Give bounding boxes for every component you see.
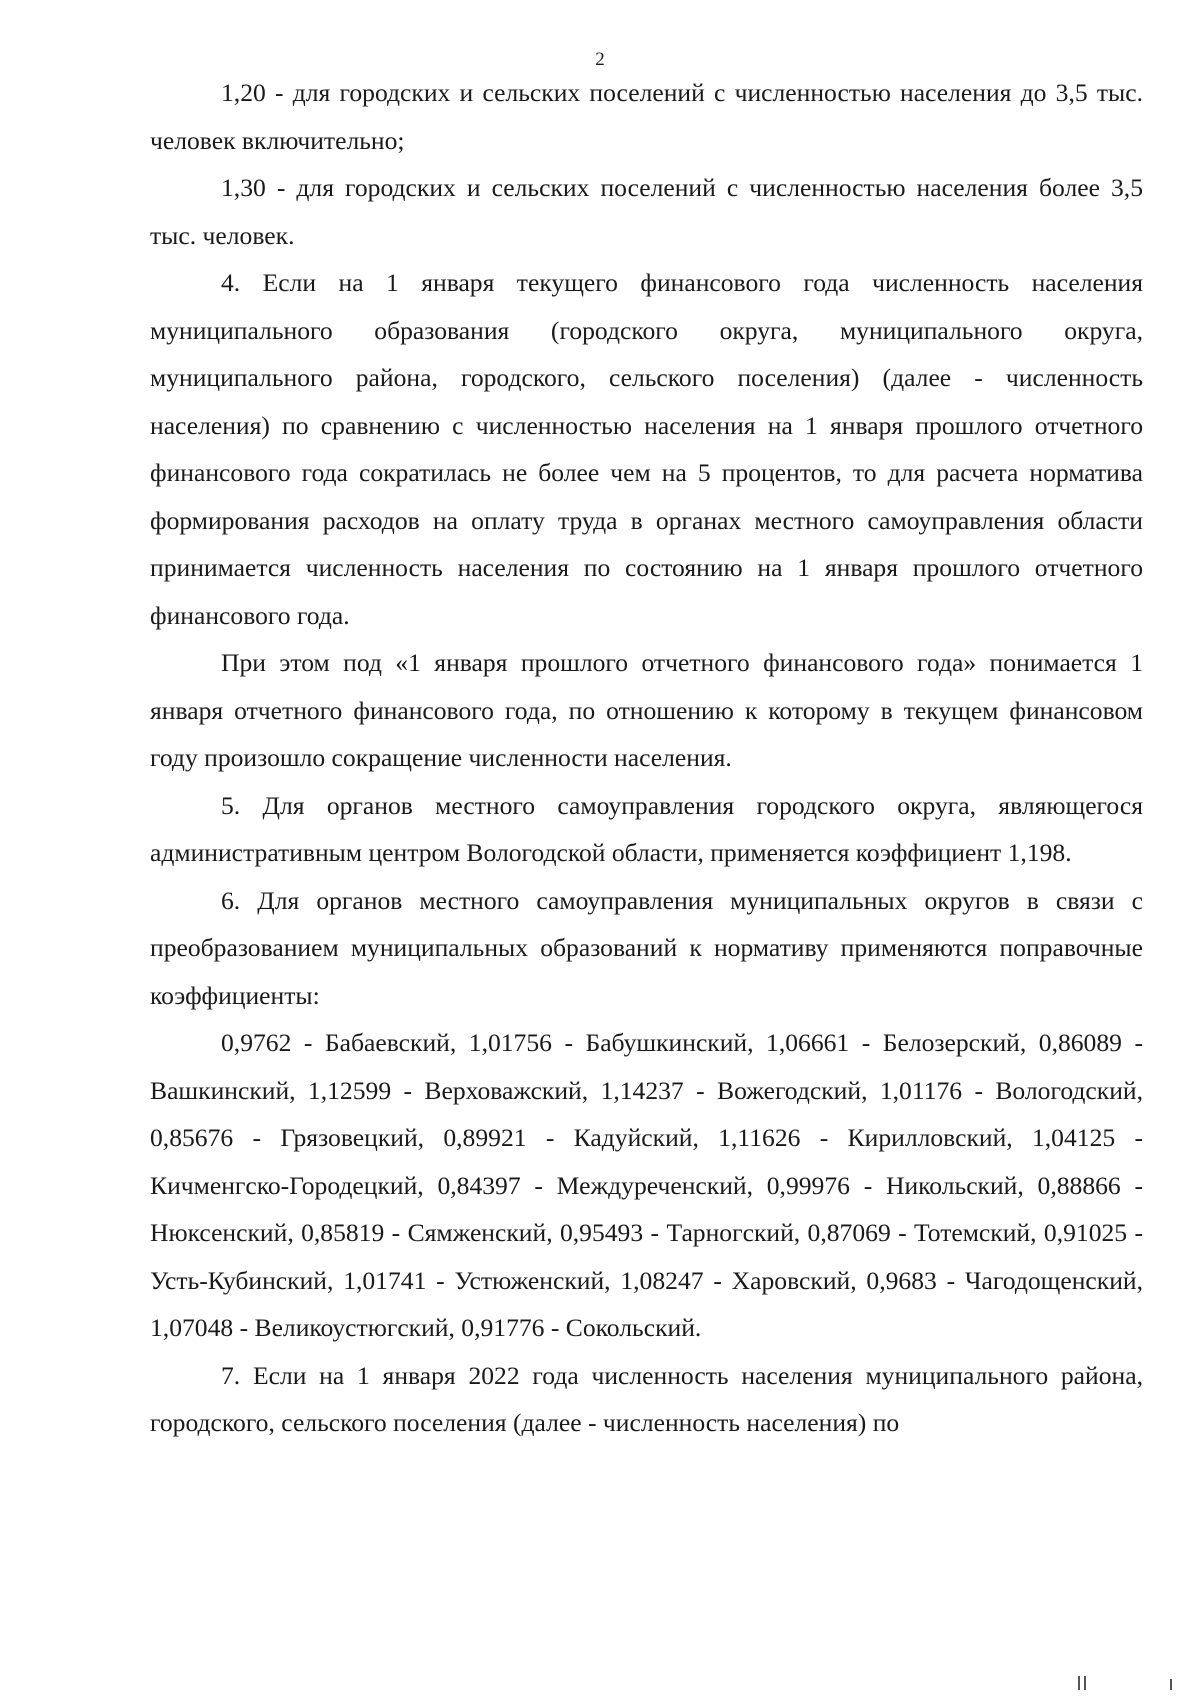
- scan-mark: [1170, 1679, 1172, 1690]
- page-number: 2: [595, 49, 605, 70]
- paragraph-coefficient-1-20: 1,20 - для городских и сельских поселений с численностью населения до 3,5 тыс. человек включительно;: [150, 78, 1143, 155]
- scan-mark: [1084, 1676, 1086, 1690]
- paragraph-coefficient-1-30: 1,30 - для городских и сельских поселений с численностью населения более 3,5 тыс. человек.: [150, 173, 1143, 250]
- paragraph-item-4-note: При этом под «1 января прошлого отчетного финансового года» понимается 1 января отчетного финансового года, по отношению к которому в текущем финансовом году произошло сокращение численности населения.: [150, 648, 1143, 772]
- paragraph-item-4: 4. Если на 1 января текущего финансового года численность населения муниципального образования (городского округа, муниципального округа, муниципального района, городского, сельского поселения) (далее - численность населения) по сравнению с численностью населения на 1 января прошлого отчетного финансового года сократилась не более чем на 5 процентов, то для расчета норматива формирования расходов на оплату труда в органах местного самоуправления области принимается численность населения по состоянию на 1 января прошлого отчетного финансового года.: [150, 268, 1143, 630]
- paragraph-item-6: 6. Для органов местного самоуправления муниципальных округов в связи с преобразованием муниципальных образований к нормативу применяются поправочные коэффициенты:: [150, 885, 1143, 1010]
- document-body: [150, 69, 1143, 1447]
- scan-mark: [1078, 1676, 1080, 1690]
- paragraph-item-5: 5. Для органов местного самоуправления городского округа, являющегося административным центром Вологодской области, применяется коэффициент 1,198.: [150, 790, 1143, 867]
- paragraph-item-7: 7. Если на 1 января 2022 года численность населения муниципального района, городского, сельского поселения (далее - численность населения) по: [150, 1360, 1143, 1437]
- paragraph-coefficients-list: 0,9762 - Бабаевский, 1,01756 - Бабушкинский, 1,06661 - Белозерский, 0,86089 - Вашкинский, 1,12599 - Верховажский, 1,14237 - Вожегодский, 1,01176 - Вологодский, 0,85676 - Грязовецкий, 0,89921 - Кадуйский, 1,11626 - Кирилловский, 1,04125 - Кичменгско-Городецкий, 0,84397 - Междуреченский, 0,99976 - Никольский, 0,88866 - Нюксенский, 0,85819 - Сямженский, 0,95493 - Тарногский, 0,87069 - Тотемский, 0,91025 - Усть-Кубинский, 1,01741 - Устюженский, 1,08247 - Харовский, 0,9683 - Чагодощенский, 1,07048 - Великоустюгский, 0,91776 - Сокольский.: [150, 1028, 1143, 1342]
